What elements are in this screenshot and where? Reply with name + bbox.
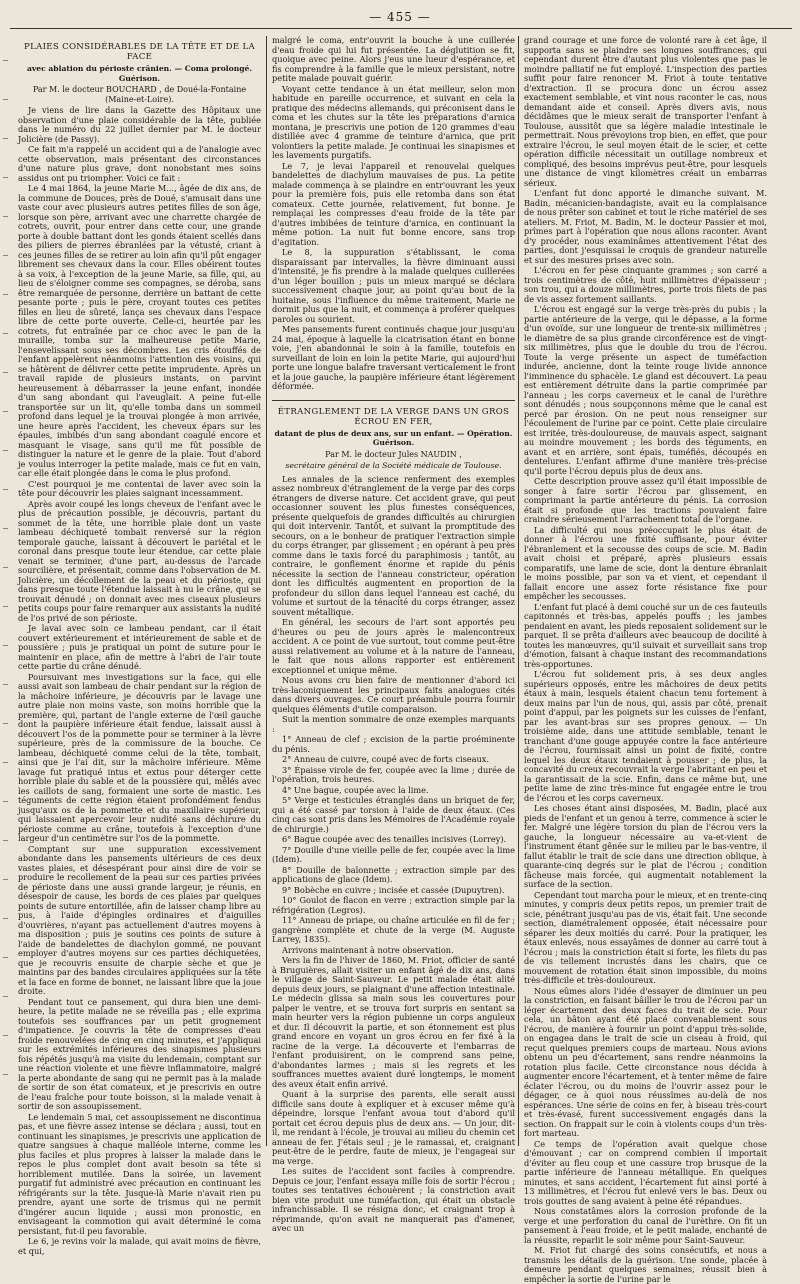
list-item: 9° Bobèche en cuivre ; incisée et cassée (Dupuytren). [282,884,505,895]
paragraph: Voyant cette tendance à un état meilleur, selon mon habitude en pareille occurrence, et suivant en cela la pratique des médecins allemands, qui préconisent dans le coma et les chutes sur la tête les préparations d'arnica montana, je prescrivis une potion de 120 grammes d'eau distillée avec 4 gramme de teinture d'arnica, que prit volontiers la petite malade. Je continuai les sinapismes et les lavements purgatifs. [272,83,515,160]
paragraph: Vers la fin de l'hiver de 1860, M. Friot, officier de santé à Bruguières, allait visiter un enfant âgé de dix ans, dans le village de Saint-Sauveur. Le petit malade était alité depuis deux jours, se plaignant d'une affection intestinale. Le médecin glissa sa main sous les couvertures pour palper le ventre, et se trouva fort surpris en sentant sa main heurter vers la région pubienne un corps anguleux et dur. Il découvrit la partie, et son étonnement est plus grand encore en voyant un gros écrou en fer fixé à la racine de la verge. La découverte et l'embarras de l'enfant produisirent, on le comprend sans peine, d'abondantes larmes ; mais si les regrets et les souffrances muettes avaient duré longtemps, le moment des aveux était enfin arrivé. [272,955,515,1089]
paragraph: L'enfant fut placé à demi couché sur un de ces fauteuils capitonnés et très-bas, appelés pouffs ; les jambes pendaient en avant, les pieds reposaient solidement sur le parquet. Il se prêta d'ailleurs avec beaucoup de docilité à toutes les manœuvres, qu'il suivait et surveillait sans trop d'émotion, faisant à chaque instant des recommandations très-opportunes. [524,601,767,669]
paragraph: Cependant tout marcha pour le mieux, et en trente-cinq minutes, y compris deux petits repos, un premier trait de scie, pénétrant jusqu'au pas de vis, était fait. Une seconde section, diamétralement opposée, était nécessaire pour séparer les deux moitiés du carré. Pour la pratiquer, les étaux enlevés, nous essayâmes de donner au carré tout à l'écrou ; mais la constriction était si forte, les filets du pas de vis tellement incrustés dans les chairs, que ce mouvement de rotation était sinon impossible, du moins très-difficile et très-douloureux. [524,889,767,985]
article-1-subtitle: avec ablation du périoste crânien. — Coma prolongé. Guérison. [26,64,253,83]
paragraph: Ce fait m'a rappelé un accident qui a de l'analogie avec cette observation, mais présentant des circonstances d'une nature plus grave, dont nonobstant mes soins assidus ont pu triompher. Voici ce fait : [18,144,261,183]
paragraph: Le 4 mai 1864, la jeune Marie M..., âgée de dix ans, de la commune de Douces, près de Doué, s'amusait dans une vaste cour avec plusieurs autres petites filles de son âge, lorsque son père, arrivant avec une charrette chargée de cotrets, ouvrit, pour entrer dans cette cour, une grande porte à double battant dont les gonds étaient scellés dans des piliers de pierres ébranlées par la vétusté, criant à ces jeunes filles de se retirer au loin afin qu'il pût engager librement ses chevaux dans la cour. Elles obéirent toutes à sa voix, à l'exception de la jeune Marie, sa fille, qui, au lieu de s'éloigner comme ses compagnes, se déroba, sans être remarquée de personne, derrière un battant de cette pesante porte ; puis le père, croyant toutes ces petites filles en lieu de sûreté, lança ses chevaux dans l'espace libre de cette porte ouverte. Celle-ci, heurtée par les cotrets, fut entraînée par ce choc avec le pan de la muraille, tomba sur la malheureuse petite Marie, l'ensevelissant sous ses décombres. Les cris étouffés de l'enfant appelèrent néanmoins l'attention des voisins, qui se hâtèrent de délivrer cette petite imprudente. Après un travail rapide de plusieurs instants, on parvint heureusement à débarrasser la jeune enfant, inondée d'un sang abondant qui l'aveuglait. A peine fut-elle transportée sur un lit, qu'elle tomba dans un sommeil profond dans lequel je la trouvai plongée à mon arrivée, une heure après l'accident, les cheveux épars sur les épaules, imbibés d'un sang abondant coagulé encore et masquant le visage, sans qu'il me fût possible de distinguer la nature et le genre de la plaie. Tout d'abord je voulus interroger la petite malade, mais ce fut en vain, car elle était plongée dans le coma le plus profond. [18,183,261,478]
list-item: 5° Verge et testicules étranglés dans un briquet de fer, qui a été cassé par torsion à l'aide de deux étaux. (Ces cinq cas sont pris dans les Mémoires de l'Académie royale de chirurgie.) [272,795,515,834]
column-1 [18,36,261,1256]
list-item: 1° Anneau de clef ; excision de la partie proéminente du pénis. [272,734,515,754]
paragraph: Les suites de l'accident sont faciles à comprendre. Depuis ce jour, l'enfant essaya mille fois de sortir l'écrou ; toutes ses tentatives échouèrent ; la constriction avait bien vite produit une tuméfaction, qui était un obstacle infranchissable. Il se résigna donc, et craignant trop à réprimande, qu'on avait ne manquerait pas d'amener, avec un [272,1166,515,1233]
paragraph: L'écrou est engagé sur la verge très-près du pubis ; la partie antérieure de la verge, qui le dépasse, a la forme d'un ovoïde, sur une longueur de trente-six millimètres ; le diamètre de sa plus grande circonférence est de vingt-six millimètres, plus que le double du trou de l'écrou. Toute la verge présente un aspect de tuméfaction indurée, ancienne, dont la teinte rouge livide annonce l'imminence du sphacèle. Le gland est découvert. La peau est entièrement détruite dans la partie comprimée par l'anneau ; les corps caverneux et le canal de l'urèthre sont dénudés ; nous soupçonnons même que le canal est percé par érosion. On ne peut nous renseigner sur l'écoulement de l'urine par ce point. Cette plaie circulaire est irritée, très-douloureuse, de mauvais aspect, saignant au moindre mouvement ; les bords des téguments, en avant et en arrière, sont épais, tuméfiés, découpés en dentelures. L'enfant affirme d'une manière très-précise qu'il porte l'écrou depuis plus de deux ans. [524,304,767,476]
paragraph: L'écrou en fer pèse cinquante grammes ; son carré a trois centimètres de côté, huit millimètres d'épaisseur ; son trou, qui a douze millimètres, porte trois filets de pas de vis assez fortement saillants. [524,265,767,304]
paragraph: Nous eûmes alors l'idée d'essayer de diminuer un peu la constriction, en faisant bâiller le trou de l'écrou par un léger écartement des deux faces du trait de scie. Pour cela, un bâton ayant été placé convenablement sous l'écrou, de manière à fournir un point d'appui très-solide, on engagea dans le trait de scie un ciseau à froid, qui reçut quelques premiers coups de marteau. Nous avions obtenu un peu d'écartement, sans rendre néanmoins la rotation plus facile. Cette circonstance nous décida à augmenter encore l'écartement, et à tenter même de faire éclater l'écrou, ou du moins de l'ouvrir assez pour le dégager, ce à quoi nous réussîmes au-delà de nos espérances. Une série de coins en fer, à biseau très-court et très-évasé, furent successivement engagés dans la section. On frappait sur le coin à violents coups d'un très-fort marteau. [524,985,767,1138]
list-item: 8° Douille de baïonnette ; extraction simple par des applications de glace (Idem). [272,864,515,884]
column-2 [272,35,515,1233]
paragraph: Après avoir coupé les longs cheveux de l'enfant avec le plus de précaution possible, je découvris, partant du sommet de la tête, une horrible plaie dont un vaste lambeau déchiqueté tombait renversé sur la région temporale gauche, laissant à découvert le pariétal et le coronal dans presque toute leur étendue, car cette plaie venait se terminer, d'une part, au-dessus de l'arcade sourcilière, et présentait, comme dans l'observation de M. Jolicière, un décollement de la peau et du périoste, qui dans presque toute l'étendue laissait à nu le crâne, qui se trouvait dénudé ; on donnait avec mes ciseaux plusieurs petits coups pour faire remarquer aux assistants la nudité de l'os privé de son périoste. [18,498,261,623]
paragraph: grand courage et une force de volonté rare à cet âge, il supporta sans se plaindre ses longues souffrances, qui cependant durent être d'autant plus violentes que pas le moindre palliatif ne fut employé. L'inspection des parties suffit pour faire renoncer M. Friot à toute tentative d'extraction. Il se procura donc un écrou assez exactement semblable, et vint nous raconter le cas, nous demandant aide et conseil. Après divers avis, nous décidâmes que le mieux serait de transporter l'enfant à Toulouse, aussitôt que sa légère maladie intestinale le permettrait. Nous prévoyions trop bien, en effet, que pour extraire l'écrou, le seul moyen était de le scier, et cette opération difficile nécessitait un outillage nombreux et compliqué, des besoins imprévus peut-être, pour lesquels une distance de vingt kilomètres créait un embarras sérieux. [524,35,767,188]
column-divider [518,36,519,1146]
paragraph: Le 8, la suppuration s'établissant, le coma disparaissant par intervalles, la fièvre diminuant aussi d'intensité, je fis prendre à la malade quelques cuillerées d'un léger bouillon ; puis un mieux marqué se déclara successivement chaque jour, au point qu'au bout de la huitaine, sous l'influence du même traitement, Marie ne dormit plus que la nuit, et commença à proférer quelques paroles ou sourient. [272,247,515,324]
list-item: 6° Bague coupée avec des tenailles incisives (Lorrey). [282,834,507,844]
paragraph: Comptant sur une suppuration excessivement abondante dans les pansements ultérieurs de ces deux vastes plaies, et désespérant pour ainsi dire de voir se produire le recollement de la peau sur ces parties privées de périoste dans une aussi grande largeur, je réunis, en désespoir de cause, les bords de ces plaies par quelques points de suture entortillée, afin de laisser champ libre au pus, à l'aide d'épingles ordinaires et d'aiguilles d'ouvrières, n'ayant pas actuellement d'autres moyens à ma disposition ; puis je soutins ces points de suture à l'aide de bandelettes de diachylon gommé, ne pouvant employer d'autres moyens sur ces parties déchiquetées, que je recouvris ensuite de charpie sèche et que je maintins par des bandes circulaires appliquées sur la tête et la face en forme de bonnet, ne laissant libre que la joue droite. [18,843,261,996]
paragraph: Ce temps de l'opération avait quelque chose d'émouvant ; car on comprend combien il importait d'éviter au fleu coup et une cassure trop brusque de la partie inférieure de l'anneau métallique. En quelques minutes, et sans accident, l'écartement fut ainsi porté à 13 millimètres, et l'écrou fut enlevé vers le bas. Deux ou trois gouttes de sang avaient à peine été répandues. [524,1138,767,1206]
paragraph: Poursuivant mes investigations sur la face, qui elle aussi avait son lambeau de chair pendant sur la région de la mâchoire inférieure, je découvris par le lavage une autre plaie non moins vaste, son moins horrible que la première, qui, partant de l'angle externe de l'œil gauche dont la paupière inférieure était fendue, laissait aussi à découvert l'os de la pommette pour se terminer à la lèvre supérieure, près de la commissure de la bouche. Ce lambeau, déchiqueté comme celui de la tête, tombait, ainsi que je l'ai dit, sur la mâchoire inférieure. Même lavage fut pratiqué intus et extus pour déterger cette horrible plaie du sable et de la poussière qui, mêlés avec les caillots de sang, formaient une sorte de mastic. Les téguments de cette région étaient profondément fendus jusqu'aux os de la pommette et du maxillaire supérieur, qui laissaient apercevoir leur nudité sans déchirure du périoste comme au crâne, toutefois à l'exception d'une largeur d'un centimètre sur l'os de la pommette. [18,671,261,843]
article-1-author: Par M. le docteur BOUCHARD , de Doué-la-Fontaine (Maine-et-Loire). [32,85,247,104]
paragraph: Nous constatâmes alors la corrosion profonde de la verge et une perforation du canal de l'urèthre. On fit un pansement à l'eau froide, et le petit malade, enchanté de la réussite, reparlit le soir même pour Saint-Sauveur. [524,1206,767,1245]
article-2-title: ÉTRANGLEMENT DE LA VERGE DANS UN GROS ÉCROU EN FER, [272,400,515,427]
page-number: — 455 — [369,10,431,24]
paragraph: M. Friot fut chargé des soins consécutifs, et nous a transmis les détails de la guérison. Une sonde, placée à demeure pendant quelques semaines, réussit bien à empêcher la sortie de l'urine par le [524,1245,767,1284]
paragraph: Arrivons maintenant à notre observation. [282,944,454,955]
column-divider [266,36,267,1146]
paragraph: Les annales de la science renferment des exemples assez nombreux d'étranglement de la verge par des corps étrangers de diverse nature. Cet accident grave, qui peut occasionner souvent les plus funestes conséquences, présente quelquefois de grandes difficultés au chirurgien qui doit intervenir. Tantôt, et suivant la promptitude des secours, on a le bonheur de pratiquer l'extraction simple du corps étranger, par glissement ; en opérant à peu près comme dans le taxis forcé du paraphimosis ; tantôt, au contraire, le gonflement énorme et rapide du pénis nécessite la section de l'anneau constricteur, opération dont les difficultés augmentent en proportion de la profondeur du sillon dans lequel l'anneau est caché, du volume et surtout de la ténacité du corps étranger, assez souvent métallique. [272,473,515,617]
paragraph: Mes pansements furent continués chaque jour jusqu'au 24 mai, époque à laquelle la cicatrisation étant en bonne voie, j'en abandonnai le soin à la famille, toutefois en surveillant de loin en loin la petite Marie, qui aujourd'hui porte une longue balafre traversant verticalement le front et la joue gauche, la paupière inférieure étant légèrement déformée. [272,324,515,391]
list-item: 11° Anneau de priape, ou chaîne articulée en fil de fer ; gangrène complète et chute de la verge (M. Auguste Larrey, 1835). [272,915,515,944]
paragraph: Je viens de lire dans la Gazette des Hôpitaux une observation d'une plaie considérable de la tête, publiée dans le numéro du 22 juillet dernier par M. le docteur Jolicière (de Passy). [18,105,261,144]
list-item: 10° Goulot de flacon en verre ; extraction simple par la réfrigération (Legros). [272,895,515,915]
paragraph: Nous avons cru bien faire de mentionner d'abord ici très-laconiquement les principaux faits analogues cités dans divers ouvrages. Ce court préambule pourra fournir quelques éléments d'utile comparaison. [272,675,515,714]
article-2-subtitle: datant de plus de deux ans, sur un enfant. — Opération. Guérison. [274,428,513,447]
paragraph: Je lavai avec soin ce lambeau pendant, car il était couvert extérieurement et intérieurement de sable et de poussière ; puis je pratiquai un point de suture pour le maintenir en place, afin de mettre à l'abri de l'air toute cette partie du crâne dénudé. [18,623,261,671]
paragraph: malgré le coma, entr'ouvrit la bouche à une cuillerée d'eau froide qui lui fut présentée. La déglutition se fit, quoique avec peine. Alors j'eus une lueur d'espérance, et fis comprendre à la famille que le mieux persistant, notre petite malade pouvait guérir. [272,35,515,83]
paragraph: L'écrou fut solidement pris, à ses deux angles supérieurs opposés, entre les mâchoires de deux petits étaux à main, lesquels étaient chacun tenu fortement à deux mains par l'un de nous, qui, assis par côté, prenait point d'appui, par les poignets sur les cuisses de l'enfant, par les avant-bras sur ses propres genoux. — Un troisième aide, dans une attitude semblable, tenant le tranchant d'une gouge appuyée contre la face antérieure de l'écrou, fournissait ainsi un point de fixité, contre lequel les deux étaux tendaient à pousser ; de plus, la concavité du creux recouvrait la verge l'abritant en peu et la garantissait de la scie. Enfin, dans ce même but, une petite lame de zinc très-mince fut engagée entre le trou de l'écrou et les corps caverneux. [524,669,767,803]
header-rule [10,28,792,29]
paragraph: Suit la mention sommaire de onze exemples marquants : [272,714,515,734]
paragraph: Quant à la surprise des parents, elle serait aussi difficile sans doute à expliquer et à excuser même qu'à dépeindre, lorsque l'enfant avoua tout d'abord qu'il portait cet écrou depuis plus de deux ans. — Un jour, dit-il, me rendant à l'école, je trouvai au milieu du chemin cet anneau de fer. J'étais seul ; je le ramassai, et, craignant peut-être de le perdre, faute de mieux, je l'engageai sur ma verge. [272,1089,515,1166]
paragraph: La difficulté qui nous préoccupait le plus était de donner à l'écrou une fixité suffisante, pour éviter l'ébranlement et la secousse des coups de scie. M. Badin avait choisi et préparé, après plusieurs essais comparatifs, une lame de scie, dont la denture ébranlait le moins possible, par son va et vient, et cependant il fallait encore une assez forte résistance fixe pour empêcher les secousses. [524,524,767,601]
article-1-title: PLAIES CONSIDÉRABLES DE LA TÊTE ET DE LA FACE [24,42,255,62]
paragraph: En général, les secours de l'art sont apportés peu d'heures ou peu de jours après le malencontreux accident. A ce point de vue surtout, tout comme peut-être aussi relativement au volume et à la nature de l'anneau, le fait que nous allons rapporter est entièrement exceptionnel et unique même. [272,617,515,675]
paragraph: Les choses étant ainsi disposées, M. Badin, placé aux pieds de l'enfant et un genou à terre, commence à scier le fer. Malgré une légère torsion du plan de l'écrou vers la gauche, la longueur nécessaire au va-et-vient de l'instrument étant gênée sur le milieu par le bas-ventre, il fallut établir le trait de scie dans une direction oblique, à quarante-cinq degrés sur le plat de l'écrou ; condition fâcheuse mais forcée, qui augmentait notablement la surface de la section. [524,803,767,889]
list-item: 4° Une bague, coupée avec la lime. [282,784,429,795]
paragraph: Le lendemain 5 mai, cet assoupissement ne discontinua pas, et une fièvre assez intense se déclara ; aussi, tout en continuant les sinapismes, je prescrivis une application de quatre sangsues à chaque malléole interne, comme les plus faciles et plus propres à laisser la malade dans le repos le plus complet dont avait besoin sa tête si horriblement mutilée. Dans la soirée, un lavement purgatif fut administré avec précaution en continuant les réfrigérants sur la tête. Jusque-là Marie n'avait rien pu prendre, ayant une sorte de trismus qui ne permit d'ingérer aucun liquide ; aussi mon pronostic, en envisageant la commotion qui avait déterminé le coma persistant, fut-il peu favorable. [18,1111,261,1236]
paragraph: Le 7, je levai l'appareil et renouvelai quelques bandelettes de diachylum mauvaises de pus. La petite malade commença à se plaindre en entr'ouvrant les yeux pour la première fois, puis elle retomba dans son état comateux. Cette journée, relativement, fut bonne. Je remplaçai les compresses d'eau froide de la tête par d'autres imbibées de teinture d'arnica, en continuant la même potion. La nuit fut bonne encore, sans trop d'agitation. [272,160,515,247]
paragraph: Cette description prouve assez qu'il était impossible de songer à faire sortir l'écrou par glissement, en comprimant la partie antérieure du pénis. La corrosion était si profonde que les tractions pouvaient faire craindre sérieusement l'arrachement total de l'organe. [524,476,767,524]
column-3 [524,35,767,1284]
list-item: 2° Anneau de cuivre, coupé avec de forts ciseaux. [282,754,490,764]
list-item: 7° Douille d'une vieille pelle de fer, coupée avec la lime (Idem). [272,844,515,864]
article-2-author: Par M. le docteur Jules NAUDIN , [325,449,462,459]
article-2-author-role: secrétaire général de la Société médicale de Toulouse. [285,461,502,470]
paragraph: Le 6, je revins voir la malade, qui avait moins de fièvre, et qui, [18,1236,261,1256]
margin-ruling [3,60,11,1120]
paragraph: Pendant tout ce pansement, qui dura bien une demi-heure, la petite malade ne se réveilla pas ; elle exprima toutefois ses souffrances par un petit grognement d'impatience. Je couvris la tête de compresses d'eau froide renouvelées de cinq en cinq minutes, et j'appliquai sur les extrémités inférieures des sinapismes plusieurs fois répétés jusqu'à ma visite du lendemain, comptant sur une réaction violente et une fièvre inflammatoire, malgré la perte abondante de sang qui ne permit pas à la malade de sortir de son état comateux, et je prescrivis en outre de l'eau fraîche pour toute boisson, si la malade venait à sortir de son assoupissement. [18,996,261,1111]
paragraph: L'enfant fut donc apporté le dimanche suivant. M. Badin, mécanicien-bandagiste, avait eu la complaisance de nous prêter son cabinet et tout le riche matériel de ses ateliers. M. Friot, M. Badin, M. le docteur Passier et moi, prîmes part à l'opération que nous allons raconter. Avant d'y procéder, nous examinâmes attentivement l'état des parties, dont j'esquissai le croquis de grandeur naturelle et sur des mesures prises avec soin. [524,188,767,265]
paragraph: C'est pourquoi je me contentai de laver avec soin la tête pour découvrir les plaies saignant incessamment. [18,478,261,498]
list-item: 3° Épaisse virole de fer, coupée avec la lime ; durée de l'opération, trois heures. [272,764,515,784]
